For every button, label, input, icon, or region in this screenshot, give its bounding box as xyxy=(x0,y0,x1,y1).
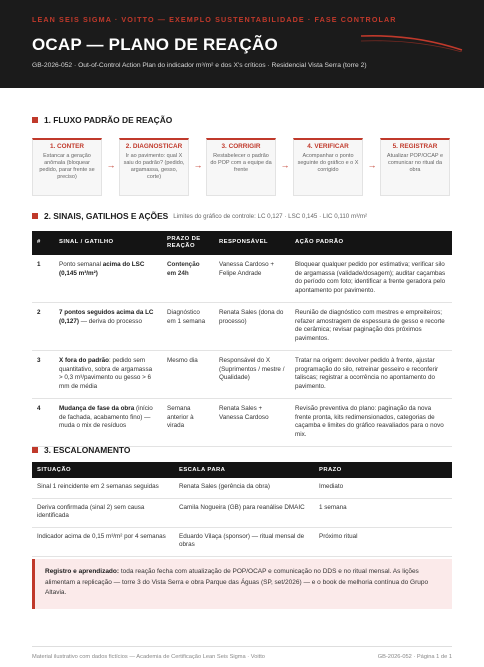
flow-step-desc: Estancar a geração anômala (bloquear pedido, parar frente se preciso) xyxy=(39,153,95,180)
signals-section-title xyxy=(32,211,367,221)
callout-text: toda reação fecha com atualização de POP/OCAP e comunicação no DDS e no ritual mensal. As lições alimentam a replicação — torre 3 do Vista Serra e obra Parque das Águas (SP, set/2026) — e o book de melhoria contínua do Grupo Altavia. xyxy=(45,568,429,596)
signals-section-title-text: 2. SINAIS, GATILHOS E AÇÕES xyxy=(44,211,169,221)
table-row xyxy=(32,351,452,399)
signal-emphasis: X fora do padrão xyxy=(59,357,110,364)
section-marker-icon xyxy=(32,117,38,123)
decorative-swoosh-icon xyxy=(359,12,464,52)
header-eyebrow: LEAN SEIS SIGMA · VOITTO — EXEMPLO SUSTENTABILIDADE · FASE CONTROLAR xyxy=(32,15,397,24)
signal-cell xyxy=(54,399,162,447)
situation-cell: Deriva confirmada (sinal 2) sem causa identificada xyxy=(32,498,174,527)
signal-text: Ponto semanal xyxy=(59,261,103,268)
row-number: 3 xyxy=(32,351,54,399)
flow-step-title: 1. CONTER xyxy=(49,143,85,150)
action-cell: Tratar na origem: devolver pedido à frente, ajustar programação do silo, retreinar gesseiro e reconferir taliscas; registrar a ocorrência no apontamento do pavimento. xyxy=(290,351,452,399)
section-marker-icon xyxy=(32,213,38,219)
footer-disclaimer: Material ilustrativo com dados fictícios — Academia de Certificação Lean Seis Sigma · Voitto xyxy=(32,654,265,660)
page-subtitle: GB-2026-052 · Out-of-Control Action Plan do indicador m³/m² e dos X's críticos · Residencial Vista Serra (torre 2) xyxy=(32,62,367,69)
deadline-cell: 1 semana xyxy=(314,498,452,527)
signal-cell xyxy=(54,303,162,351)
table-row xyxy=(32,303,452,351)
deadline-cell: Semana anterior à virada xyxy=(162,399,214,447)
table-header-row xyxy=(32,231,452,255)
flow-arrow-icon: → xyxy=(106,160,116,170)
flow-arrow-icon: → xyxy=(193,160,203,170)
owner-cell: Responsável do X (Suprimentos / mestre / Qualidade) xyxy=(214,351,290,399)
row-number: 2 xyxy=(32,303,54,351)
deadline-cell: Próximo ritual xyxy=(314,527,452,556)
flow-step-corrigir xyxy=(206,138,276,196)
table-header-row xyxy=(32,462,452,478)
flow-step-desc: Acompanhar o ponto seguinte do gráfico e o X corrigido xyxy=(297,153,359,173)
deadline-cell: Mesmo dia xyxy=(162,351,214,399)
flow-arrow-icon: → xyxy=(280,160,290,170)
table-row xyxy=(32,527,452,556)
column-header: RESPONSÁVEL xyxy=(214,231,290,255)
flow-section-title-text: 1. FLUXO PADRÃO DE REAÇÃO xyxy=(44,115,173,125)
flow-step-diagnosticar xyxy=(119,138,189,196)
column-header: ESCALA PARA xyxy=(174,462,314,478)
control-limits-note: Limites do gráfico de controle: LC 0,127 · LSC 0,145 · LIC 0,110 m³/m² xyxy=(173,212,368,220)
owner-cell: Renata Sales (dona do processo) xyxy=(214,303,290,351)
flow-step-desc: Restabelecer o padrão do POP com a equipe da frente xyxy=(210,153,272,173)
escalate-to-cell: Camila Nogueira (GB) para reanálise DMAIC xyxy=(174,498,314,527)
situation-cell: Indicador acima de 0,15 m³/m² por 4 semanas xyxy=(32,527,174,556)
deadline-cell: Imediato xyxy=(314,478,452,498)
page-footer xyxy=(32,646,452,660)
column-header: # xyxy=(32,231,54,255)
table-row xyxy=(32,498,452,527)
column-header: PRAZO xyxy=(314,462,452,478)
row-number: 4 xyxy=(32,399,54,447)
column-header: SINAL / GATILHO xyxy=(54,231,162,255)
table-row xyxy=(32,399,452,447)
table-row xyxy=(32,478,452,498)
signal-emphasis: 7 pontos seguidos acima da LC (0,127) xyxy=(59,309,154,325)
escalation-section-title xyxy=(32,445,130,455)
owner-cell: Vanessa Cardoso + Felipe Andrade xyxy=(214,255,290,303)
column-header: SITUAÇÃO xyxy=(32,462,174,478)
deadline-cell: Diagnóstico em 1 semana xyxy=(162,303,214,351)
column-header: PRAZO DE REAÇÃO xyxy=(162,231,214,255)
escalate-to-cell: Renata Sales (gerência da obra) xyxy=(174,478,314,498)
flow-step-desc: Atualizar POP/OCAP e comunicar no ritual da obra xyxy=(386,153,444,173)
section-marker-icon xyxy=(32,447,38,453)
page-title: OCAP — PLANO DE REAÇÃO xyxy=(32,35,278,54)
flow-step-registrar xyxy=(380,138,450,196)
signal-emphasis: Mudança de fase da obra xyxy=(59,405,135,412)
owner-cell: Renata Sales + Vanessa Cardoso xyxy=(214,399,290,447)
signal-cell xyxy=(54,255,162,303)
callout-lead: Registro e aprendizado: xyxy=(45,568,120,575)
escalation-table xyxy=(32,462,452,557)
escalate-to-cell: Eduardo Vilaça (sponsor) — ritual mensal de obras xyxy=(174,527,314,556)
flow-step-desc: Ir ao pavimento: qual X saiu do padrão? (pedido, argamassa, gesso, corte) xyxy=(123,153,185,180)
situation-cell: Sinal 1 reincidente em 2 semanas seguidas xyxy=(32,478,174,498)
flow-step-conter xyxy=(32,138,102,196)
flow-arrow-icon: → xyxy=(367,160,377,170)
flow-step-title: 3. CORRIGIR xyxy=(221,143,261,150)
flow-step-title: 2. DIAGNOSTICAR xyxy=(125,143,183,150)
signal-cell xyxy=(54,351,162,399)
deadline-cell: Contenção em 24h xyxy=(162,255,214,303)
flow-step-title: 5. REGISTRAR xyxy=(392,143,438,150)
column-header: AÇÃO PADRÃO xyxy=(290,231,452,255)
flow-step-verificar xyxy=(293,138,363,196)
row-number: 1 xyxy=(32,255,54,303)
reaction-flow xyxy=(32,138,452,196)
table-row xyxy=(32,255,452,303)
learning-callout xyxy=(32,559,452,609)
footer-page-info: GB-2026-052 · Página 1 de 1 xyxy=(377,654,452,660)
flow-step-title: 4. VERIFICAR xyxy=(307,143,349,150)
action-cell: Reunião de diagnóstico com mestres e empreiteiros; refazer amostragem de espessura de gesso e recorte de cerâmica; revisar paginação dos próximos pavimentos. xyxy=(290,303,452,351)
page-header xyxy=(0,0,484,88)
flow-section-title xyxy=(32,115,172,125)
signal-text: — deriva do processo xyxy=(78,317,142,325)
signal-text: : pedido sem quantitativo, sobra de argamassa > 0,3 m³/pavimento ou gesso > 6 mm de média xyxy=(59,357,153,390)
action-cell: Bloquear qualquer pedido por estimativa; verificar silo de argamassa (validade/dosagem); auditar caçambas do período com foto; identificar a frente geradora pelo apontamento por pavimento. xyxy=(290,255,452,303)
signals-table xyxy=(32,231,452,447)
signal-text: (início de fachada, acabamento fino) — muda o mix de resíduos xyxy=(59,405,153,429)
escalation-section-title-text: 3. ESCALONAMENTO xyxy=(44,445,131,455)
signal-emphasis: acima do LSC (0,145 m³/m²) xyxy=(59,261,145,277)
action-cell: Revisão preventiva do plano: paginação da nova frente pronta, kits redimensionados, categorias de caçamba e limites do gráfico reavaliados para o novo mix. xyxy=(290,399,452,447)
